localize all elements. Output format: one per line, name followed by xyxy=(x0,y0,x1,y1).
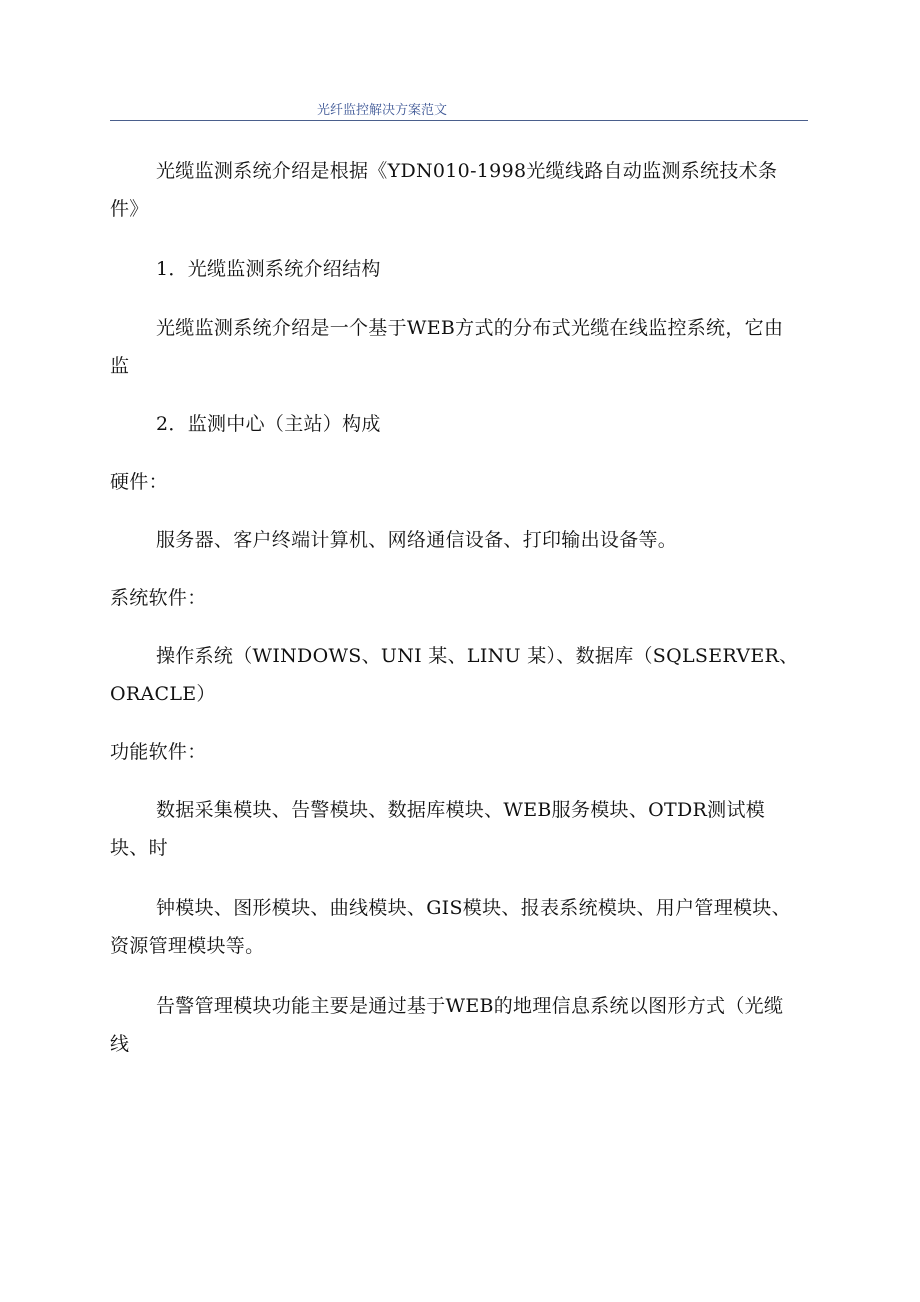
paragraph-function-software-label: 功能软件： xyxy=(110,741,207,763)
paragraph-function-modules-1: 数据采集模块、告警模块、数据库模块、WEB服务模块、OTDR测试模块、时 xyxy=(110,799,766,859)
header-title: 光纤监控解决方案范文 xyxy=(317,103,448,118)
page-header xyxy=(110,100,808,121)
paragraph-section-center: 2．监测中心（主站）构成 xyxy=(156,413,381,435)
paragraph-system-overview: 光缆监测系统介绍是一个基于WEB方式的分布式光缆在线监控系统，它由监 xyxy=(110,317,784,377)
paragraph-section-structure: 1．光缆监测系统介绍结构 xyxy=(156,258,381,280)
paragraph-alarm-management: 告警管理模块功能主要是通过基于WEB的地理信息系统以图形方式（光缆线 xyxy=(110,995,784,1055)
paragraph-hardware-list: 服务器、客户终端计算机、网络通信设备、打印输出设备等。 xyxy=(156,529,678,551)
paragraph-system-software-label: 系统软件： xyxy=(110,587,207,609)
paragraph-system-software-list: 操作系统（WINDOWS、UNI 某、LINU 某）、数据库（SQLSERVER、ORACLE） xyxy=(110,645,799,705)
paragraph-function-modules-2: 钟模块、图形模块、曲线模块、GIS模块、报表系统模块、用户管理模块、资源管理模块等。 xyxy=(110,897,791,957)
paragraph-hardware-label: 硬件： xyxy=(110,471,168,493)
paragraph-standard-basis: 光缆监测系统介绍是根据《YDN010-1998光缆线路自动监测系统技术条件》 xyxy=(110,160,778,220)
